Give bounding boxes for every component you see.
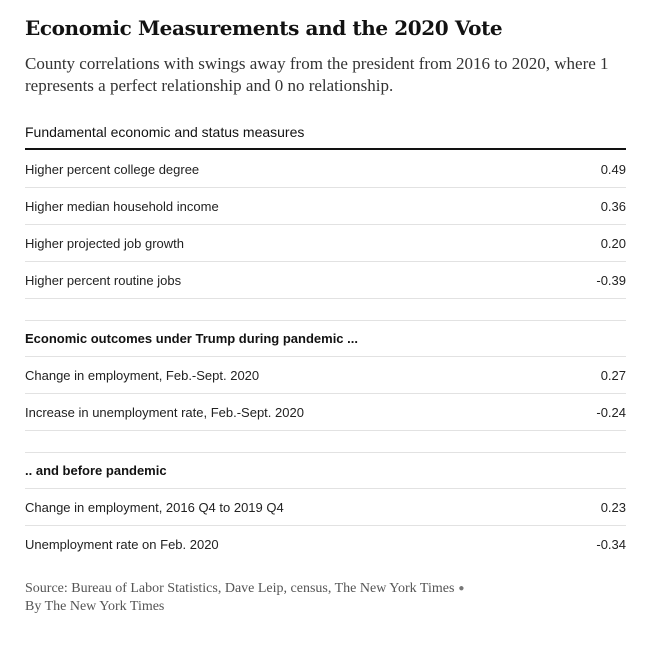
chart-title: Economic Measurements and the 2020 Vote	[25, 16, 503, 40]
group-heading-pandemic: Economic outcomes under Trump during pandemic ...	[25, 320, 626, 357]
row-label: Change in employment, 2016 Q4 to 2019 Q4	[25, 499, 284, 515]
row-label: Change in employment, Feb.-Sept. 2020	[25, 367, 260, 383]
table-row	[25, 151, 626, 188]
table-row	[25, 188, 626, 225]
row-label: Higher percent college degree	[25, 161, 200, 177]
row-value: -0.24	[596, 404, 626, 420]
table-row	[25, 489, 626, 526]
row-label: Higher projected job growth	[25, 235, 184, 251]
row-value: 0.49	[600, 161, 626, 177]
bullet-separator: ●	[458, 583, 465, 594]
row-value: 0.27	[600, 367, 626, 383]
group-heading-fundamental: Fundamental economic and status measures	[25, 124, 305, 140]
row-label: Unemployment rate on Feb. 2020	[25, 537, 219, 552]
table-row	[25, 225, 626, 262]
row-value: -0.39	[596, 272, 626, 288]
heading-rule	[25, 148, 626, 150]
row-label: Higher median household income	[25, 198, 219, 214]
row-value: 0.20	[600, 235, 626, 251]
source-text: Source: Bureau of Labor Statistics, Dave Leip, census, The New York Times	[25, 581, 455, 597]
byline: By The New York Times	[25, 599, 165, 615]
group-heading-before-pandemic: .. and before pandemic	[25, 452, 626, 489]
source-note	[25, 580, 626, 616]
row-value: 0.36	[600, 198, 626, 214]
row-value: 0.23	[600, 499, 626, 515]
table-row	[25, 394, 626, 431]
table-row	[25, 262, 626, 299]
table-row	[25, 526, 626, 563]
chart-subtitle: County correlations with swings away from the president from 2016 to 2020, where 1 represents a perfect relationship and 0 no relationship.	[25, 54, 609, 95]
row-value: -0.34	[596, 537, 626, 552]
row-label: Higher percent routine jobs	[25, 272, 182, 288]
row-label: Increase in unemployment rate, Feb.-Sept. 2020	[25, 404, 304, 420]
table-row	[25, 357, 626, 394]
